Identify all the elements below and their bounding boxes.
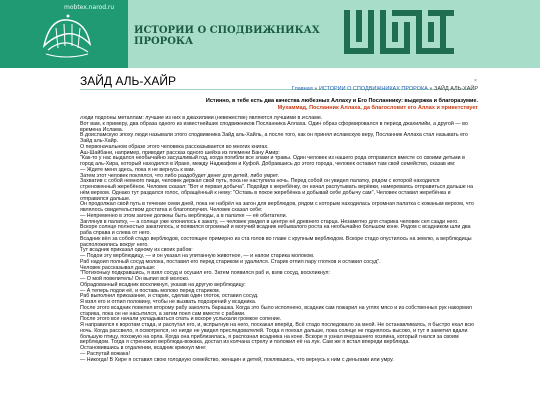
article-paragraph: Обрадованный всадник воскликнул, указав на другую верблюдицу:	[80, 281, 246, 288]
article-paragraph: После этого всадник повелел второму рабу заколоть барашка. Когда это было исполнено, всадник сам пожарил на углях мясо и из собственных рук накормил старика, пока он не насытился, а затем поел сам вместе с рабами.	[80, 304, 472, 317]
article-paragraph: — Подои эту верблюдицу, — и он указал на упитанную животное, — и напои старика молоком.	[80, 253, 315, 259]
article-paragraph: Я взял его и отпил половину, чтобы не вызвать подозрений у всадника.	[80, 299, 257, 305]
article-paragraph: — А теперь подои её, и поставь молоко перед стариком.	[80, 287, 221, 294]
article-paragraph: Я направился к воротам стада, и распутал его, и, вспрыгнув на него, поскакал вперёд. Всё стадо последовало за мной. Не останавливаясь, я быстро ехал всю ночь. Когда рассвело, я осмотрелся, но нигде не увидел преследователей. Тогда я поехал дальше, пока солнце не поднялось высоко, и тут я заметил вдали большую птицу, похожую на орла. Когда она приблизилась, я распознал всадника на коне. Вскоре я узнал вчерашнего хозяина, который гнался за своим верблюдом. Тогда я стреножил верблюда-вожака, достал из колчана стрелу и положил её на лук. Сам же я встал впереди верблюда.	[80, 322, 475, 346]
header-logo-panel	[0, 0, 128, 68]
article-paragraph: Аш-Шайбани, например, приводит рассказ одного шейха из племени Бану Амир:	[80, 149, 280, 156]
article-paragraph: "Как-то у нас выдался необычайно засушливый год, когда погибли все злаки и травы. Один человек из нашего рода отправился вместе со своими детьми в город аль-Хира, который находился в Ираке, между Наджафом и Куфой. Добравшись до этого города, человек оставил там свой семейство, сказав им:	[80, 155, 465, 167]
breadcrumb-section-link[interactable]: ИСТОРИИ О СПОДВИЖНИКАХ ПРОРОКА	[318, 86, 428, 92]
article-paragraph: — Распутай вожака!	[80, 350, 130, 357]
article-paragraph: — Никогда! В Хире я оставил свою голодную семейство, женщин и детей, поклявшись, что вернусь к ним с деньгами или умру.	[80, 356, 394, 363]
article-paragraph: — Непременно в этом загоне должны быть верблюды, а в палатке — её обитатели.	[80, 212, 287, 219]
kufic-basmala-icon	[340, 2, 458, 66]
article-paragraph: Вскоре солнце полностью закатилось, и появился огромный и могучий всадник небывалого роста на необычайно большом коне. Рядом с всадником шли два раба справа и слева от него.	[80, 224, 471, 236]
page-title: ЗАЙД АЛЬ-ХАЙР	[80, 74, 176, 88]
epigraph	[206, 98, 478, 112]
article-paragraph: Остановившись в отдалении, всадник крикнул мне:	[80, 345, 207, 351]
article-paragraph: После этого все начали укладываться спать и вскоре услыхали громкое сопение.	[80, 316, 282, 323]
breadcrumb-separator: »	[314, 86, 318, 92]
article-paragraph: Раб надоил полный сосуд молока, поставил его перед стариком и удалился. Старик отпил пару глотков и оставил сосуд".	[80, 258, 381, 265]
article-paragraph: Вот вам, к примеру, два образа одного из известнейших сподвижников Посланника Аллаха. Один образ сформировался в период джахилийи, а другой — во времена Ислама.	[80, 120, 468, 133]
site-url[interactable]: mobtex.narod.ru	[64, 4, 115, 11]
epigraph-quote: Истинно, в тебе есть два качества любезных Аллаху и Его Посланнику: выдержка и благоразумие.	[205, 98, 478, 104]
calligraphy-logo-icon	[38, 10, 96, 60]
article-paragraph: Тут всадник приказал одному из своих рабов:	[80, 247, 193, 254]
article-paragraph: В доисламскую эпоху люди называли этого сподвижника Зайд аль-Хайль, а после того, как он принял исламскую веру, Посланник Аллаха стал называть его Зайд аль-Хайр.	[80, 132, 468, 144]
article-paragraph: Раб выполнил приказание, и старик, сделав один глоток, оставил сосуд.	[80, 293, 259, 300]
article-paragraph: "Потихоньку подкравшись, я взял сосуд и осушил его. Затем появился раб и, взяв сосуд, воскликнул:	[80, 270, 330, 277]
breadcrumb-separator: »	[429, 86, 433, 92]
article-paragraph: Люди подобны металлам: лучшие из них в джахилийи (невежестве) являются лучшими в Исламе.	[80, 116, 323, 121]
article-paragraph: Затем этот человек поклялся, что либо раздобудет денег для детей, либо умрет.	[80, 172, 279, 179]
breadcrumb	[292, 86, 478, 92]
article-paragraph: Захватив с собой немного пищи, человек держал свой путь, пока не наступила ночь. Перед собой он увидел палатку, рядом с которой находился стреноженный жеребёнок. Человек сказал: "Вот и первая добыча". Подойдя к жеребёнку, он начал распутывать верёвки, намереваясь отправиться дальше на нём верхом. Однако тут раздался голос, обращённый к нему: "Оставь в покое жеребёнка и добывай себе добычу сам". Человек оставил жеребёнка и отправился дальше.	[80, 178, 474, 202]
breadcrumb-home-link[interactable]: Главная	[291, 86, 313, 92]
article-paragraph: Всадник вёл за собой стадо верблюдов, состоящее примерно из ста голов во главе с крупным верблюдом. Вскоре стадо опустилось на землю, а верблюдицы расположились вокруг него.	[80, 235, 472, 248]
article-paragraph: Человек рассказывал дальше:	[80, 264, 156, 271]
article-body	[80, 116, 476, 401]
article-paragraph: Заглянув в палатку, — а солнце уже клонилось к закату, — человек увидел в центре её древнего старца. Незаметно для старика человек сел сзади него.	[80, 218, 459, 225]
article-paragraph: Он продолжал свой путь в течение семи дней, пока не набрёл на загон для верблюдов, рядом с которым находилась огромная палатка с кожаным верхом, что являлось свидетельством достатка и благополучия. Человек сказал себе:	[80, 201, 474, 213]
close-icon[interactable]: ×	[474, 78, 477, 84]
epigraph-source: Мухаммад, Посланник Аллаха, да благословит его Аллах и приветствует	[277, 104, 478, 111]
article-paragraph: — Ждите меня здесь, пока я не вернусь к вам.	[80, 166, 196, 173]
breadcrumb-current: ЗАЙД АЛЬ-ХАЙР	[434, 86, 478, 92]
site-title: ИСТОРИИ О СПОДВИЖНИКАХ ПРОРОКА	[134, 25, 320, 47]
article-paragraph: О первоначальном образе этого человека рассказывается во многих книгах.	[80, 143, 269, 150]
site-header	[0, 0, 540, 68]
article-paragraph: — О мой повелитель! Он выпил всё молоко.	[80, 276, 190, 282]
